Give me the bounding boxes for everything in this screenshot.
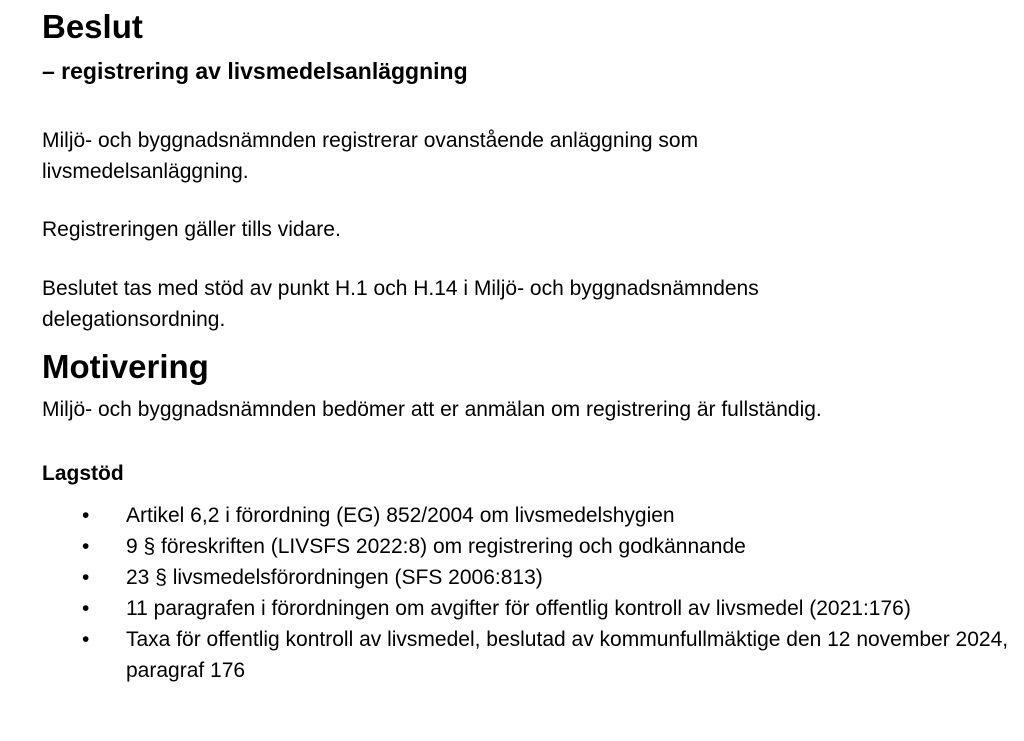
list-item-text: Taxa för offentlig kontroll av livsmedel, beslutad av kommunfullmäktige den 12 november 2024, paragraf 176 xyxy=(126,628,1009,682)
bullet-icon: • xyxy=(82,566,90,589)
beslut-heading: Beslut xyxy=(42,8,143,45)
bullet-icon: • xyxy=(82,628,90,651)
list-item-text: Artikel 6,2 i förordning (EG) 852/2004 om livsmedelshygien xyxy=(126,504,675,527)
list-item-text: 23 § livsmedelsförordningen (SFS 2006:813) xyxy=(126,566,543,589)
motivering-text: Miljö- och byggnadsnämnden bedömer att er anmälan om registrering är fullständig. xyxy=(42,398,822,421)
bullet-icon: • xyxy=(82,597,90,620)
lagstod-heading: Lagstöd xyxy=(42,462,124,485)
bullet-icon: • xyxy=(82,504,90,527)
motivering-heading: Motivering xyxy=(42,348,209,385)
list-item-text: 9 § föreskriften (LIVSFS 2022:8) om registrering och godkännande xyxy=(126,535,746,558)
lagstod-list xyxy=(42,500,1017,686)
list-item xyxy=(42,562,1017,593)
beslut-paragraph-registration: Miljö- och byggnadsnämnden registrerar ovanstående anläggning som livsmedelsanläggning. xyxy=(42,129,699,183)
list-item-text: 11 paragrafen i förordningen om avgifter för offentlig kontroll av livsmedel (2021:176) xyxy=(126,597,911,620)
list-item xyxy=(42,531,1017,562)
beslut-paragraph-validity: Registreringen gäller tills vidare. xyxy=(42,218,341,241)
list-item xyxy=(42,624,1017,686)
list-item xyxy=(42,500,1017,531)
bullet-icon: • xyxy=(82,535,90,558)
beslut-subheading: – registrering av livsmedelsanläggning xyxy=(42,58,468,84)
list-item xyxy=(42,593,1017,624)
beslut-paragraph-delegation: Beslutet tas med stöd av punkt H.1 och H.14 i Miljö- och byggnadsnämndens delegationsordning. xyxy=(42,277,759,331)
